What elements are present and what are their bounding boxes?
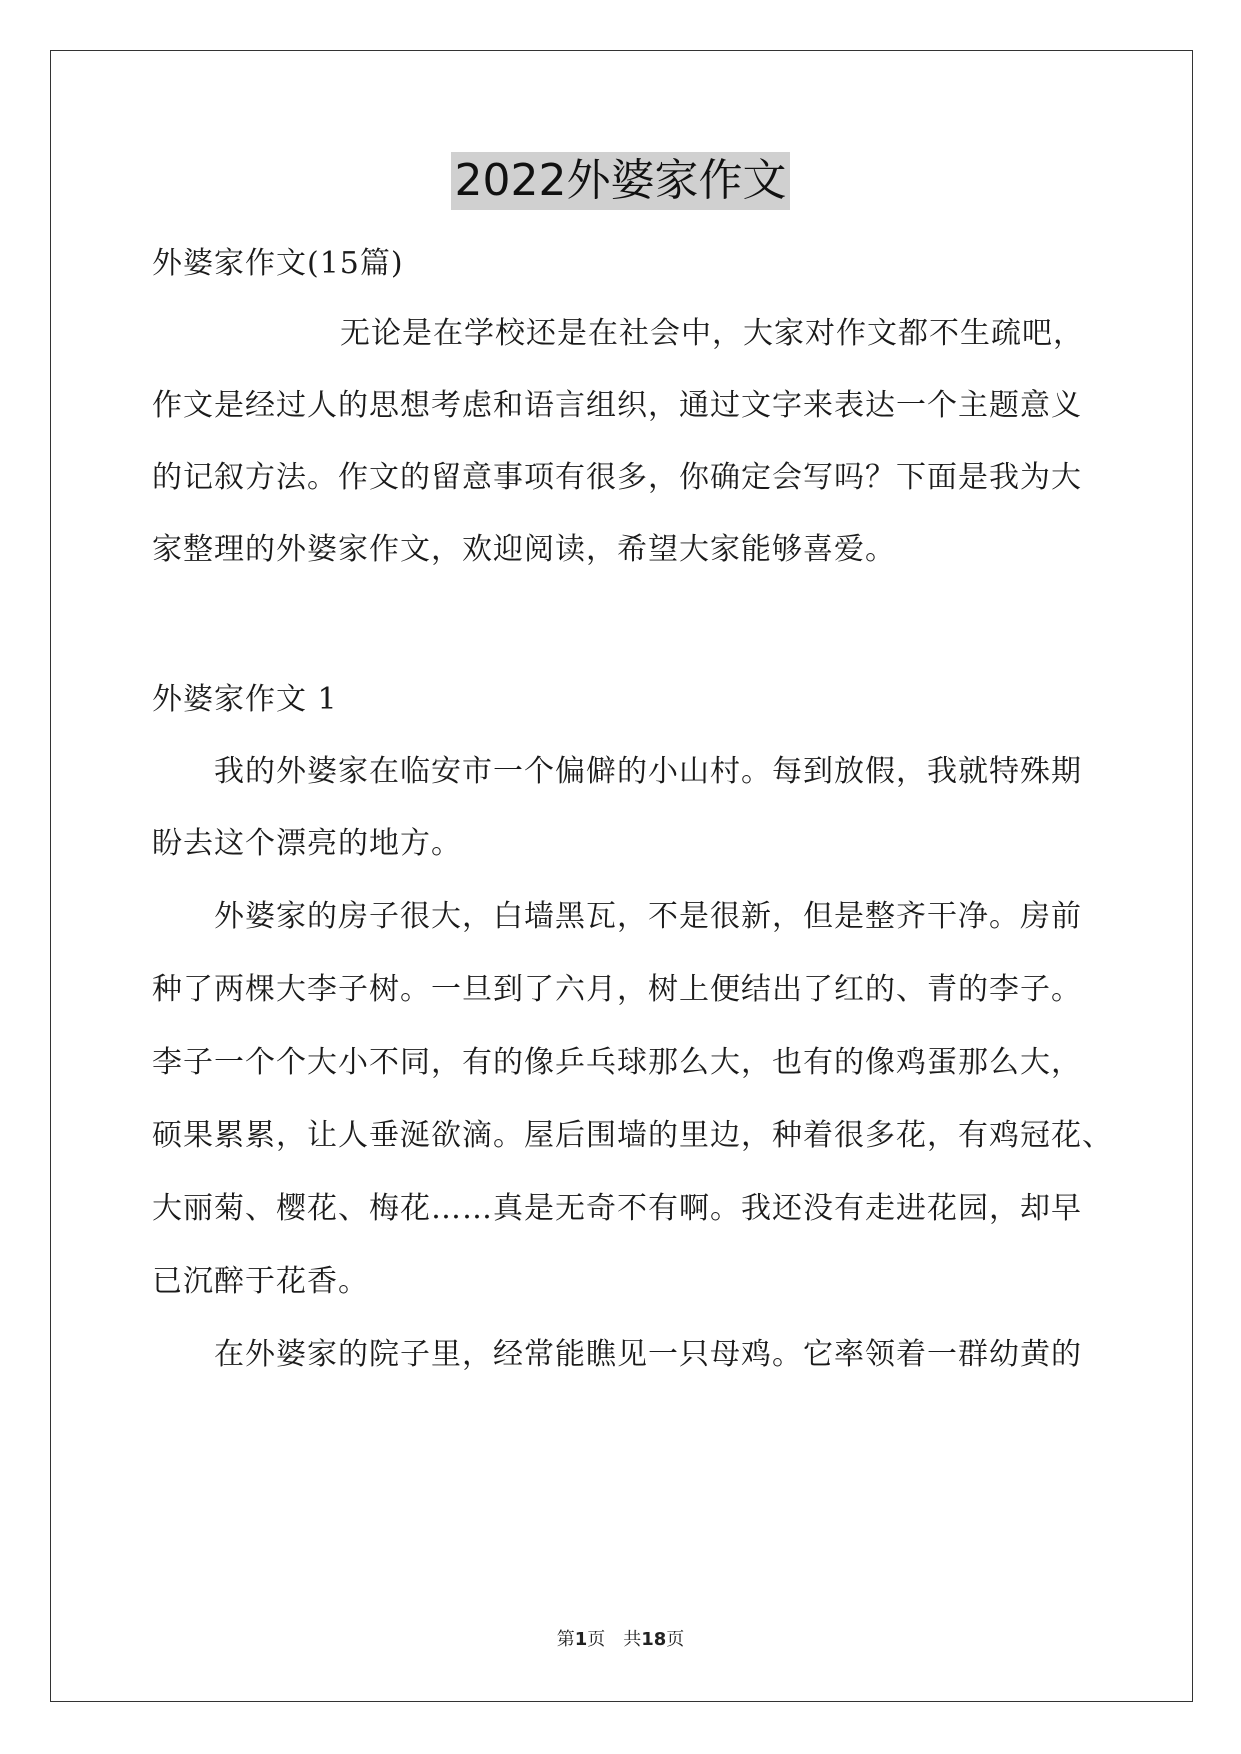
paragraph2-line-4: 硕果累累，让人垂涎欲滴。屋后围墙的里边，种着很多花，有鸡冠花、: [152, 1118, 1113, 1153]
footer-page-prefix: 第: [556, 1629, 575, 1650]
intro-line-4: 家整理的外婆家作文，欢迎阅读，希望大家能够喜爱。: [152, 532, 896, 567]
footer-page-suffix: 页: [666, 1629, 685, 1650]
page-footer: [0, 1628, 1241, 1652]
section-heading: 外婆家作文 1: [152, 682, 338, 717]
document-title: 2022外婆家作文: [451, 152, 791, 210]
paragraph2-line-2: 种了两棵大李子树。一旦到了六月，树上便结出了红的、青的李子。: [152, 972, 1082, 1007]
paragraph3-line-1: 在外婆家的院子里，经常能瞧见一只母鸡。它率领着一群幼黄的: [214, 1337, 1082, 1372]
footer-page-total: 18: [641, 1629, 667, 1650]
footer-page-mid: 页 共: [587, 1629, 642, 1650]
title-container: [0, 152, 1241, 210]
paragraph2-line-1: 外婆家的房子很大，白墙黑瓦，不是很新，但是整齐干净。房前: [214, 899, 1082, 934]
document-subtitle: 外婆家作文(15篇): [152, 246, 404, 281]
intro-line-2: 作文是经过人的思想考虑和语言组织，通过文字来表达一个主题意义: [152, 388, 1082, 423]
paragraph2-line-5: 大丽菊、樱花、梅花……真是无奇不有啊。我还没有走进花园，却早: [152, 1191, 1082, 1226]
paragraph1-line-2: 盼去这个漂亮的地方。: [152, 826, 462, 861]
paragraph2-line-6: 已沉醉于花香。: [152, 1264, 369, 1299]
page-border: [50, 50, 1193, 1702]
intro-line-1: 无论是在学校还是在社会中，大家对作文都不生疏吧，: [340, 316, 1084, 351]
footer-page-current: 1: [574, 1629, 588, 1650]
intro-line-3: 的记叙方法。作文的留意事项有很多，你确定会写吗？下面是我为大: [152, 460, 1082, 495]
paragraph2-line-3: 李子一个个大小不同，有的像乒乓球那么大，也有的像鸡蛋那么大，: [152, 1045, 1082, 1080]
paragraph1-line-1: 我的外婆家在临安市一个偏僻的小山村。每到放假，我就特殊期: [214, 754, 1082, 789]
